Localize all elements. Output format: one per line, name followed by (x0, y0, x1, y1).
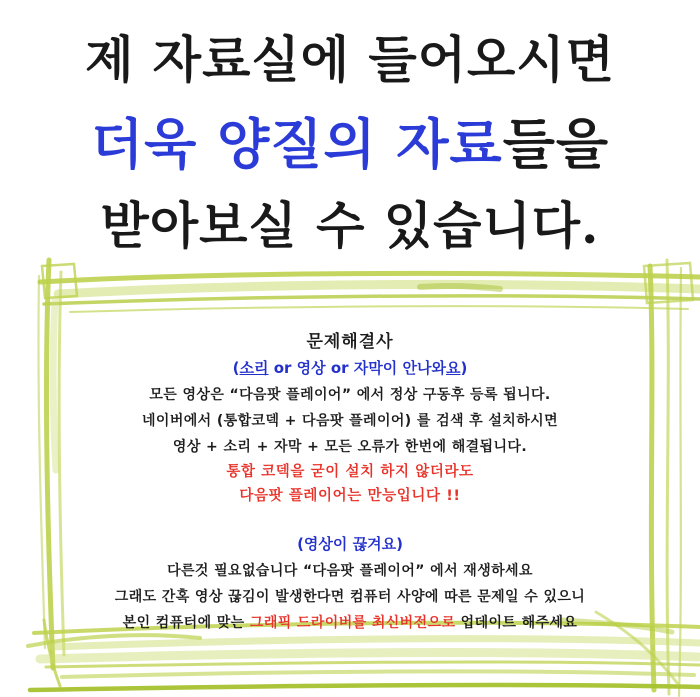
section1-subtitle (58, 354, 642, 382)
headline-line-1 (0, 20, 700, 92)
headline-line-3-text: 받아보실 수 있습니다. (100, 196, 600, 255)
headline-line-1-text: 제 자료실에 들어오시면 (85, 30, 615, 89)
section2-line-3-black2: 업데이트 해주세요 (455, 615, 578, 631)
troubleshooter-title-text: 문제해결사 (306, 332, 394, 352)
section2-subtitle: (영상이 끊겨요) (297, 535, 403, 553)
section1-subtitle-mid: or 영상 or 자막이 안나와 (268, 359, 446, 377)
section1-subtitle-close: ) (460, 359, 468, 377)
headline-line-2 (0, 102, 700, 179)
headline-line-2-blue: 더욱 양질의 자료 (90, 112, 503, 176)
section1-line-1: 모든 영상은 “다음팟 플레이어” 에서 정상 구동후 등록 됩니다. (149, 387, 551, 403)
section1-subtitle-open: ( (232, 359, 240, 377)
section1-line-3: 영상 + 소리 + 자막 + 모든 오류가 한번에 해결됩니다. (172, 439, 528, 455)
section2-line-2: 그래도 간혹 영상 끊김이 발생한다면 컴퓨터 사양에 따른 문제일 수 있으니 (114, 589, 586, 605)
section2-line-3-black1: 본인 컴퓨터에 맞는 (122, 615, 250, 631)
section1-subtitle-yo: 요 (445, 359, 461, 377)
section2-line-3-red: 그래픽 드라이버를 최신버전으로 (249, 615, 456, 631)
section1-line-2: 네이버에서 (통합코덱 + 다음팟 플레이어) 를 검색 후 설치하시면 (141, 413, 559, 429)
section1-warning-2: 다음팟 플레이어는 만능입니다 !! (239, 488, 461, 504)
headline-line-2-black: 들을 (502, 112, 610, 176)
section1-warning-1: 통합 코덱을 굳이 설치 하지 않더라도 (226, 464, 474, 480)
troubleshooter-panel (58, 330, 642, 636)
section1-subtitle-sound: 소리 (239, 359, 269, 377)
troubleshooter-title (58, 330, 642, 354)
headline-line-3 (0, 186, 700, 258)
section2-line-3 (58, 610, 642, 636)
section2-line-1: 다른것 필요없습니다 “다음팟 플레이어” 에서 재생하세요 (167, 563, 533, 579)
